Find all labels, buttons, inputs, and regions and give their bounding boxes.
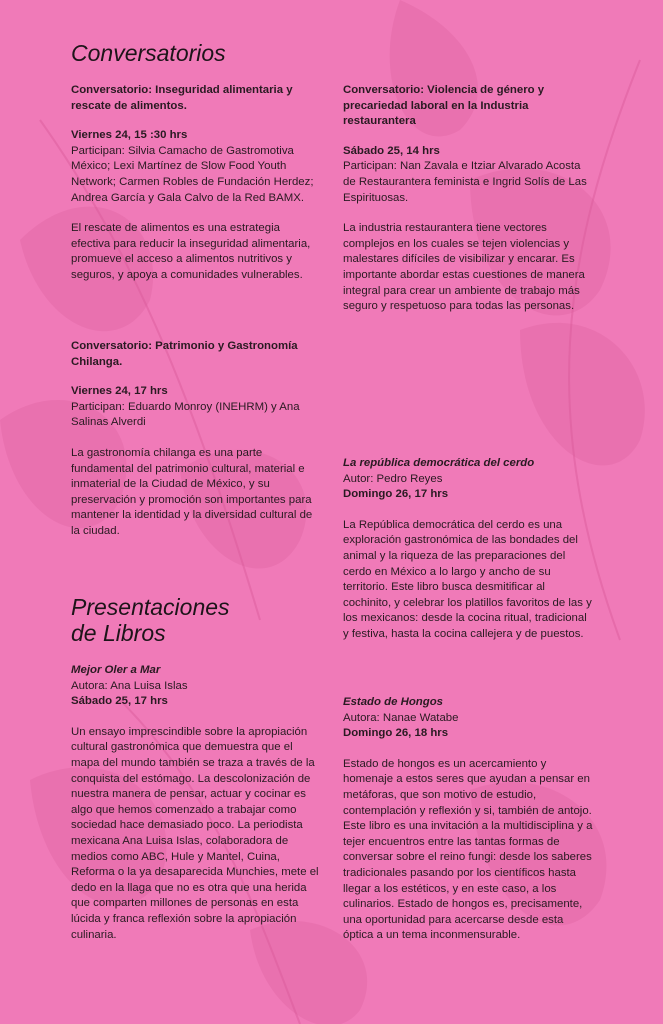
event-date: Sábado 25, 17 hrs: [71, 695, 168, 708]
event-participants: Participan: Silvia Camacho de Gastromotiva México; Lexi Martínez de Slow Food Youth Network; Carmen Robles de Fundación Herdez; Andrea García y Gala Calvo de la Red BAMX.: [71, 144, 314, 204]
section-title-line: de Libros: [71, 620, 166, 646]
event-date: Viernes 24, 15 :30 hrs: [71, 129, 188, 142]
event-date: Domingo 26, 17 hrs: [343, 488, 449, 501]
book-title: Mejor Oler a Mar: [71, 664, 161, 676]
book-author: Autora: Nanae Watabe: [343, 711, 459, 724]
event-participants: Participan: Eduardo Monroy (INEHRM) y Ana Salinas Alverdi: [71, 400, 300, 429]
book-author: Autora: Ana Luisa Islas: [71, 679, 188, 692]
event-title: Conversatorio: Patrimonio y Gastronomía Chilanga.: [71, 340, 298, 368]
section-title-presentaciones: [71, 594, 230, 646]
book-estado-de-hongos: [343, 695, 593, 944]
event-title: Conversatorio: Violencia de género y precariedad laboral en la Industria restaurantera: [343, 84, 545, 128]
book-mejor-oler-a-mar: [71, 663, 321, 943]
conversatorio-inseguridad: [71, 83, 321, 284]
book-title: Estado de Hongos: [343, 696, 443, 708]
book-description: Estado de hongos es un acercamiento y homenaje a estos seres que ayudan a pensar en metáforas, que son motivo de estudio, contemplación y reflexión y si, también de antojo. Este libro es una invitación a la multidisciplina y a tejer encuentros entre las tantas formas de conversar sobre el reino fungi: desde los saberes tradicionales pasando por los científicos hasta llegar a los estéticos, y en este caso, a los culinarios. Estado de hongos es, precisamente, una oportunidad para acercarse desde esta óptica a un tema inconmensurable.: [343, 757, 593, 942]
conversatorio-patrimonio: [71, 339, 321, 540]
event-date: Viernes 24, 17 hrs: [71, 385, 168, 398]
book-title: La república democrática del cerdo: [343, 457, 535, 469]
event-title: Conversatorio: Inseguridad alimentaria y rescate de alimentos.: [71, 84, 293, 112]
event-description: El rescate de alimentos es una estrategia efectiva para reducir la inseguridad alimentaria, promueve el acceso a alimentos nutritivos y seguros, y apoya a comunidades vulnerables.: [71, 222, 311, 281]
event-description: La industria restaurantera tiene vectores complejos en los cuales se tejen violencias y malestares difíciles de visibilizar y encarar. Es importante abordar estas cuestiones de manera integral para crear un ambiente de trabajo más seguro y respetuoso para todas las personas.: [343, 222, 585, 313]
book-description: La República democrática del cerdo es una exploración gastronómica de las bondades del animal y la riqueza de las preparaciones del cerdo en México a lo largo y ancho de su territorio. Este libro busca desmitificar al cochinito, y celebrar los platillos favoritos de las y los mexicanos: desde la cocina ritual, tradicional y festiva, hasta la cocina callejera y de puestos.: [343, 518, 592, 640]
conversatorio-violencia: [343, 83, 593, 315]
event-participants: Participan: Nan Zavala e Itziar Alvarado Acosta de Restaurantera feminista e Ingrid Solís de Las Espirituosas.: [343, 160, 587, 204]
section-title-conversatorios: Conversatorios: [71, 40, 226, 66]
book-author: Autor: Pedro Reyes: [343, 472, 443, 485]
book-description: Un ensayo imprescindible sobre la apropiación cultural gastronómica que demuestra que el mapa del mundo también se traza a través de la conquista del estómago. La descolonización de nuestra manera de pensar, actuar y cocinar es algo que hemos comenzado a trabajar como sociedad hace demasiado poco. La periodista mexicana Ana Luisa Islas, colaboradora de medios como ABC, Hule y Mantel, Cuina, Reforma o la ya desaparecida Munchies, mete el dedo en la llaga que no es otra que una herida que comparten millones de personas en esta lúcida y franca reflexión sobre la apropiación culinaria.: [71, 725, 319, 941]
section-title-line: Presentaciones: [71, 594, 230, 620]
event-date: Sábado 25, 14 hrs: [343, 144, 440, 157]
book-republica-cerdo: [343, 456, 593, 643]
event-description: La gastronomía chilanga es una parte fundamental del patrimonio cultural, material e inmaterial de la Ciudad de México, y su preservación y promoción son importantes para mantener la identidad y la diversidad cultural de la ciudad.: [71, 446, 313, 537]
event-date: Domingo 26, 18 hrs: [343, 727, 449, 740]
